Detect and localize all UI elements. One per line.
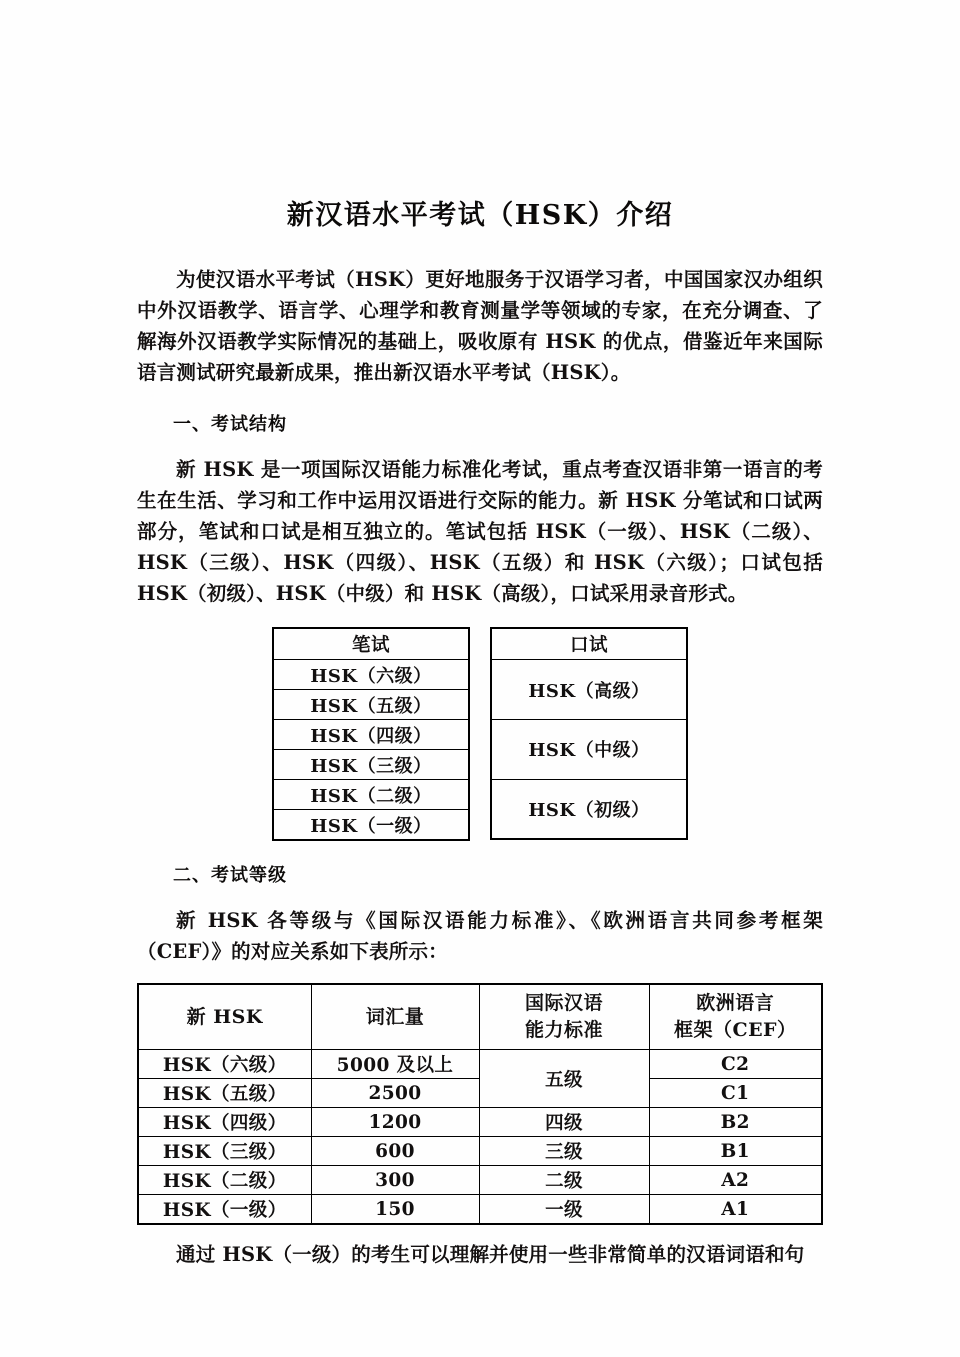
cell-level: HSK（二级） [138,1166,311,1195]
cell-level: HSK（六级） [138,1050,311,1079]
table-row [273,690,469,720]
cell-level: HSK（五级） [138,1079,311,1108]
exam-structure-tables [137,627,823,835]
header-cef [649,984,822,1050]
table-row [491,628,687,660]
cell-level: HSK（一级） [138,1195,311,1225]
cell-cn-standard: 五级 [479,1050,649,1108]
cell-vocabulary: 150 [311,1195,479,1225]
level-correspondence-table [137,983,823,1225]
written-level-6: HSK（六级） [273,660,469,690]
cell-cn-standard: 三级 [479,1137,649,1166]
header-cef-line1: 欧洲语言 [696,992,775,1015]
cell-level: HSK（四级） [138,1108,311,1137]
table-row [138,1166,822,1195]
table-row [138,1195,822,1225]
written-level-2: HSK（二级） [273,780,469,810]
cell-vocabulary: 600 [311,1137,479,1166]
cell-cef: B2 [649,1108,822,1137]
page-title: 新汉语水平考试（HSK）介绍 [286,200,674,231]
intro-paragraph: 为使汉语水平考试（HSK）更好地服务于汉语学习者，中国国家汉办组织中外汉语教学、语言学、心理学和教育测量学等领域的专家，在充分调查、了解海外汉语教学实际情况的基础上，吸收原有 HSK 的优点，借鉴近年来国际语言测试研究最新成果，推出新汉语水平考试（HSK）。 [137,268,823,385]
written-exam-table [272,627,470,841]
table-row [491,779,687,839]
section-heading-exam-structure: 一、考试结构 [173,414,287,436]
table-row [138,1108,822,1137]
written-level-4: HSK（四级） [273,720,469,750]
oral-level-advanced: HSK（高级） [491,660,687,720]
oral-exam-table [490,627,688,840]
table-row [273,750,469,780]
table-row [273,660,469,690]
header-vocabulary: 词汇量 [311,984,479,1050]
cell-cef: C1 [649,1079,822,1108]
table-row [138,1137,822,1166]
table-header-row [138,984,822,1050]
exam-structure-paragraph: 新 HSK 是一项国际汉语能力标准化考试，重点考查汉语非第一语言的考生在生活、学习和工作中运用汉语进行交际的能力。新 HSK 分笔试和口试两部分，笔试和口试是相互独立的。笔试包括 HSK（一级）、HSK（二级）、HSK（三级）、HSK（四级）、HSK（五级）和 HSK（六级）；口试包括 HSK（初级）、HSK（中级）和 HSK（高级），口试采用录音形式。 [137,458,823,606]
cell-vocabulary: 2500 [311,1079,479,1108]
written-level-3: HSK（三级） [273,750,469,780]
cell-vocabulary: 300 [311,1166,479,1195]
table-row [273,720,469,750]
cell-cn-standard: 一级 [479,1195,649,1225]
page-content [137,0,823,1270]
table-row [138,1050,822,1079]
table-row [491,660,687,720]
oral-level-intermediate: HSK（中级） [491,719,687,779]
closing-paragraph: 通过 HSK（一级）的考生可以理解并使用一些非常简单的汉语词语和句 [176,1243,805,1267]
cell-cef: A1 [649,1195,822,1225]
cell-level: HSK（三级） [138,1137,311,1166]
written-level-1: HSK（一级） [273,810,469,841]
cell-vocabulary: 5000 及以上 [311,1050,479,1079]
table-row [273,810,469,841]
header-new-hsk: 新 HSK [138,984,311,1050]
cell-vocabulary: 1200 [311,1108,479,1137]
table-row [273,780,469,810]
section-heading-exam-levels: 二、考试等级 [173,865,287,887]
oral-exam-header: 口试 [491,628,687,660]
cell-cef: A2 [649,1166,822,1195]
cell-cn-standard: 二级 [479,1166,649,1195]
cell-cn-standard: 四级 [479,1108,649,1137]
written-level-5: HSK（五级） [273,690,469,720]
written-exam-header: 笔试 [273,628,469,660]
cell-cef: C2 [649,1050,822,1079]
table-row [273,628,469,660]
header-cef-line2: 框架（CEF） [673,1019,797,1042]
header-cn-standard-line1: 国际汉语 [524,992,603,1015]
header-cn-standard-line2: 能力标准 [524,1019,603,1042]
exam-levels-paragraph: 新 HSK 各等级与《国际汉语能力标准》、《欧洲语言共同参考框架（CEF）》的对应关系如下表所示： [137,909,823,964]
oral-level-beginner: HSK（初级） [491,779,687,839]
header-cn-standard [479,984,649,1050]
cell-cef: B1 [649,1137,822,1166]
table-row [491,719,687,779]
